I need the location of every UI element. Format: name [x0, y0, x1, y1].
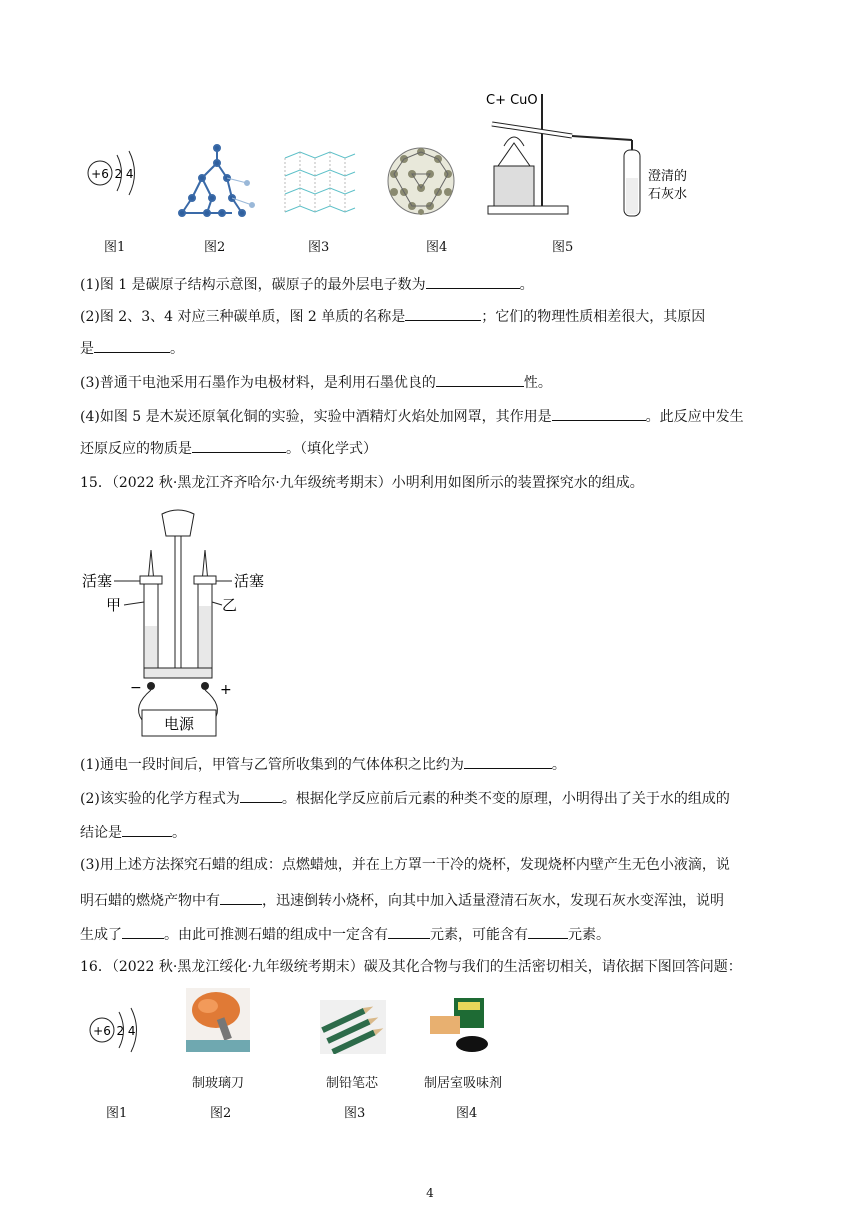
caption-fig4: 图4 [426, 240, 448, 255]
figure-row-top [80, 88, 800, 258]
q16-caption-fig2: 图2 [210, 1106, 232, 1121]
limewater-label-2: 石灰水 [648, 187, 688, 202]
q14-part2-line2: 是 。 [80, 341, 184, 357]
caption-fig5: 图5 [552, 240, 574, 255]
q16-caption-fig1: 图1 [106, 1106, 128, 1121]
sub-caption-deodorizer: 制居室吸味剂 [424, 1076, 503, 1091]
q14-part4: (4)如图 5 是木炭还原氧化铜的实验，实验中酒精灯火焰处加网罩，其作用是 。此反应中发生 [80, 409, 744, 425]
caption-fig3: 图3 [308, 240, 330, 255]
carbon-atom-diagram [84, 143, 144, 203]
q16-carbon-atom-diagram [86, 1000, 146, 1060]
answer-blank[interactable] [426, 276, 520, 289]
sub-caption-pencil-lead: 制铅笔芯 [326, 1076, 379, 1091]
atom-nucleus-label: +6 [91, 167, 109, 181]
answer-blank[interactable] [122, 926, 164, 939]
valve-left-label: 活塞 [82, 572, 113, 590]
pencil-photo [320, 1000, 386, 1054]
reaction-label: C+ CuO [486, 93, 538, 108]
atom-shells-label: 2 4 [116, 1024, 136, 1038]
q16-stem: 16．（2022 秋·黑龙江绥化·九年级统考期末）碳及其化合物与我们的生活密切相关，请依据下图回答问题： [80, 959, 742, 975]
atom-shells-label: 2 4 [114, 167, 134, 181]
minus-sign: − [130, 680, 142, 696]
tube-jia-label: 甲 [106, 596, 122, 614]
q15-part1: (1)通电一段时间后，甲管与乙管所收集到的气体体积之比约为 。 [80, 757, 566, 773]
page-number: 4 [426, 1186, 434, 1200]
q15-stem: 15．（2022 秋·黑龙江齐齐哈尔·九年级统考期末）小明利用如图所示的装置探究水的组成。 [80, 475, 644, 491]
answer-blank[interactable] [220, 892, 262, 905]
answer-blank[interactable] [405, 308, 481, 321]
q15-part2: (2)该实验的化学方程式为 。根据化学反应前后元素的种类不变的原理，小明得出了关于水的组成的 [80, 791, 730, 807]
caption-fig2: 图2 [204, 240, 226, 255]
answer-blank[interactable] [192, 440, 286, 453]
q15-part2-line2: 结论是 。 [80, 825, 186, 841]
answer-blank[interactable] [552, 408, 646, 421]
q14-part4-line2: 还原反应的物质是 。（填化学式） [80, 441, 377, 457]
q15-part3-line2: 明石蜡的燃烧产物中有 ，迅速倒转小烧杯，向其中加入适量澄清石灰水，发现石灰水变浑浊，说明 [80, 893, 724, 909]
valve-right-label: 活塞 [234, 572, 265, 590]
answer-blank[interactable] [122, 824, 172, 837]
answer-blank[interactable] [388, 926, 430, 939]
caption-fig1: 图1 [104, 240, 126, 255]
deodorizer-photo [424, 996, 490, 1054]
answer-blank[interactable] [464, 756, 552, 769]
q16-caption-fig3: 图3 [344, 1106, 366, 1121]
q15-part3-line3: 生成了 。由此可推测石蜡的组成中一定含有 元素，可能含有 元素。 [80, 927, 610, 943]
power-supply-label: 电源 [163, 715, 195, 733]
glass-cutter-photo [186, 988, 250, 1052]
answer-blank[interactable] [528, 926, 568, 939]
q14-part2: (2)图 2、3、4 对应三种碳单质，图 2 单质的名称是 ；它们的物理性质相差很大，其原因 [80, 309, 706, 325]
sub-caption-glass-cutter: 制玻璃刀 [192, 1076, 245, 1091]
q16-caption-fig4: 图4 [456, 1106, 478, 1121]
carbon-reduction-apparatus [482, 88, 704, 223]
tube-yi-label: 乙 [222, 596, 238, 614]
electrolysis-apparatus [82, 506, 282, 740]
q14-part1: (1)图 1 是碳原子结构示意图，碳原子的最外层电子数为 。 [80, 277, 534, 293]
limewater-label-1: 澄清的 [648, 169, 688, 184]
graphite-structure-image [280, 148, 360, 218]
c60-fullerene-image [384, 144, 458, 218]
answer-blank[interactable] [94, 340, 170, 353]
answer-blank[interactable] [240, 790, 282, 803]
diamond-structure-image [172, 143, 262, 223]
q15-part3: (3)用上述方法探究石蜡的组成：点燃蜡烛，并在上方罩一干冷的烧杯，发现烧杯内壁产生无色小液滴，说 [80, 857, 730, 873]
q14-part3: (3)普通干电池采用石墨作为电极材料，是利用石墨优良的 性。 [80, 375, 552, 391]
plus-sign: + [220, 682, 232, 698]
answer-blank[interactable] [436, 374, 524, 387]
atom-nucleus-label: +6 [93, 1024, 111, 1038]
